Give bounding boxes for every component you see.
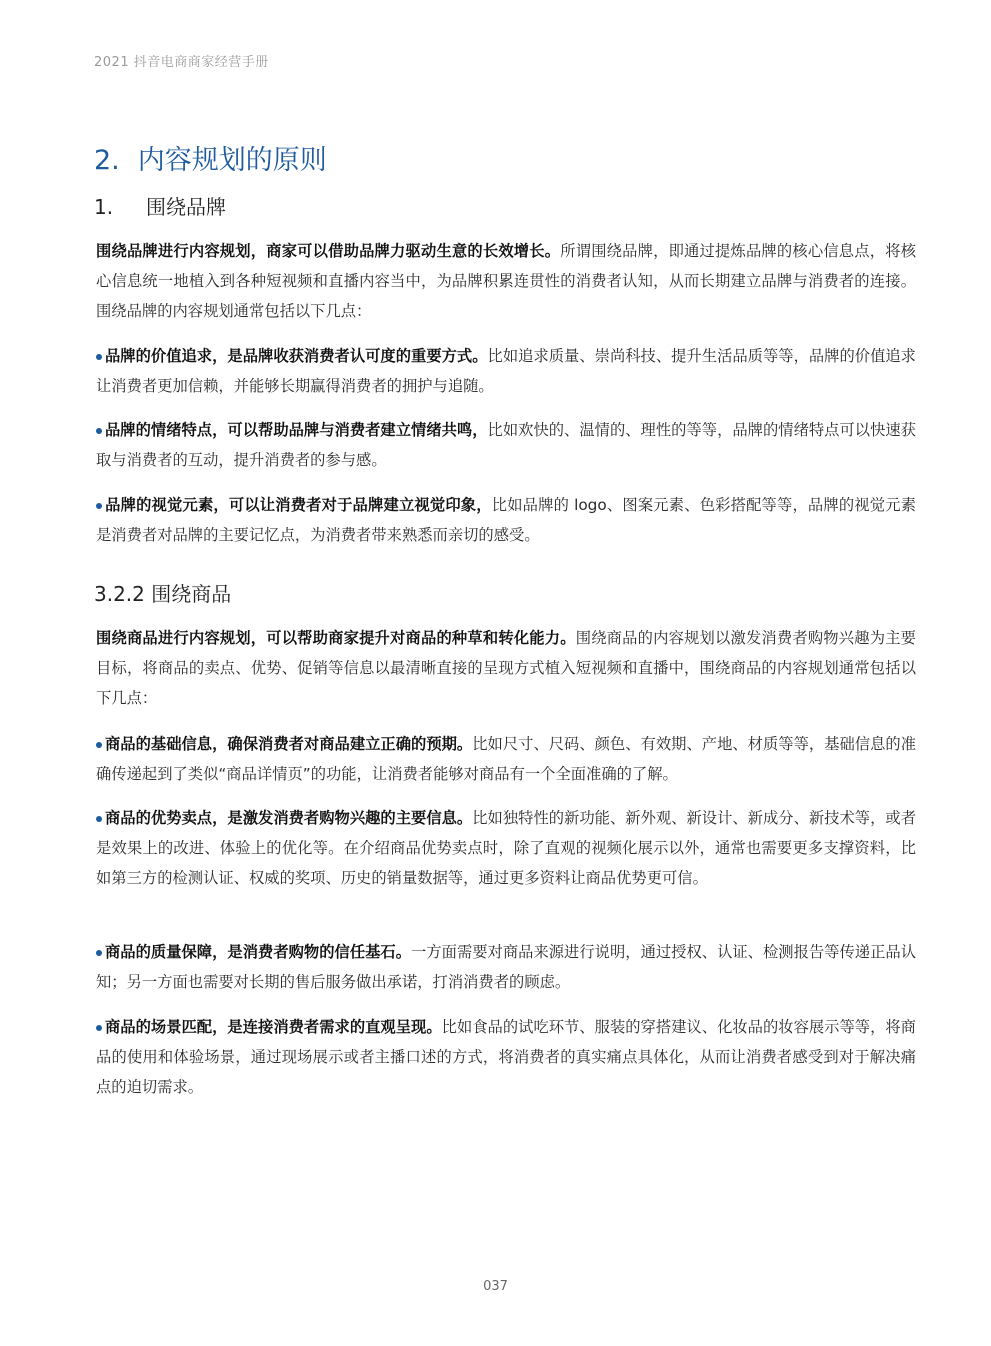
product-intro-paragraph — [96, 623, 916, 713]
brand-bullet-item — [96, 341, 916, 401]
bullet-icon — [96, 428, 102, 434]
paragraph-text: 比如追求质量、崇尚科技、提升生活品质等等，品牌的价值追求让消费者更加信赖，并能够长期赢得消费者的拥护与追随。 — [96, 347, 916, 395]
bold-lead: 商品的优势卖点，是激发消费者购物兴趣的主要信息。 — [105, 809, 473, 827]
brand-bullet-item — [96, 415, 916, 475]
subsection-heading-brand — [94, 191, 226, 220]
subsection-number: 1. — [94, 195, 114, 219]
paragraph-text: 比如欢快的、温情的、理性的等等，品牌的情绪特点可以快速获取与消费者的互动，提升消费者的参与感。 — [96, 421, 916, 469]
bullet-icon — [96, 1025, 102, 1031]
section-number: 2. — [94, 145, 120, 176]
page-number: 037 — [483, 1279, 508, 1294]
bold-lead: 商品的基础信息，确保消费者对商品建立正确的预期。 — [105, 735, 473, 753]
bold-lead: 围绕品牌进行内容规划，商家可以借助品牌力驱动生意的长效增长。 — [96, 242, 561, 260]
bullet-icon — [96, 503, 102, 509]
bold-lead: 商品的质量保障，是消费者购物的信任基石。 — [105, 943, 412, 961]
bullet-icon — [96, 742, 102, 748]
section-title: 内容规划的原则 — [137, 145, 327, 176]
document-header: 2021 抖音电商商家经营手册 — [94, 55, 269, 70]
paragraph-text: 围绕商品的内容规划以激发消费者购物兴趣为主要目标，将商品的卖点、优势、促销等信息以最清晰直接的呈现方式植入短视频和直播中，围绕商品的内容规划通常包括以下几点： — [96, 629, 916, 707]
product-bullet-item — [96, 1012, 916, 1102]
paragraph-text: 比如尺寸、尺码、颜色、有效期、产地、材质等等，基础信息的准确传递起到了类似“商品详情页”的功能，让消费者能够对商品有一个全面准确的了解。 — [96, 735, 916, 783]
subsection-heading-product: 3.2.2 围绕商品 — [94, 582, 232, 606]
bold-lead: 品牌的视觉元素，可以让消费者对于品牌建立视觉印象， — [105, 496, 492, 514]
brand-bullet-item — [96, 490, 916, 550]
brand-intro-paragraph — [96, 236, 916, 326]
subsection-title: 围绕品牌 — [146, 195, 226, 219]
bold-lead: 品牌的情绪特点，可以帮助品牌与消费者建立情绪共鸣， — [105, 421, 488, 439]
product-bullet-item — [96, 729, 916, 789]
product-bullet-item — [96, 803, 916, 893]
bullet-icon — [96, 816, 102, 822]
product-bullet-item — [96, 937, 916, 997]
paragraph-text: 比如品牌的 logo、图案元素、色彩搭配等等，品牌的视觉元素是消费者对品牌的主要记忆点，为消费者带来熟悉而亲切的感受。 — [96, 496, 916, 544]
paragraph-text: 比如独特性的新功能、新外观、新设计、新成分、新技术等，或者是效果上的改进、体验上的优化等。在介绍商品优势卖点时，除了直观的视频化展示以外，通常也需要更多支撑资料，比如第三方的检测认证、权威的奖项、历史的销量数据等，通过更多资料让商品优势更可信。 — [96, 809, 916, 887]
section-heading — [94, 138, 327, 177]
bullet-icon — [96, 950, 102, 956]
paragraph-text: 比如食品的试吃环节、服装的穿搭建议、化妆品的妆容展示等等，将商品的使用和体验场景，通过现场展示或者主播口述的方式，将消费者的真实痛点具体化，从而让消费者感受到对于解决痛点的迫切需求。 — [96, 1018, 916, 1096]
bold-lead: 品牌的价值追求，是品牌收获消费者认可度的重要方式。 — [105, 347, 488, 365]
paragraph-text: 一方面需要对商品来源进行说明，通过授权、认证、检测报告等传递正品认知；另一方面也需要对长期的售后服务做出承诺，打消消费者的顾虑。 — [96, 943, 916, 991]
paragraph-text: 所谓围绕品牌，即通过提炼品牌的核心信息点，将核心信息统一地植入到各种短视频和直播内容当中，为品牌积累连贯性的消费者认知，从而长期建立品牌与消费者的连接。围绕品牌的内容规划通常包括以下几点： — [96, 242, 916, 320]
bold-lead: 围绕商品进行内容规划，可以帮助商家提升对商品的种草和转化能力。 — [96, 629, 576, 647]
bullet-icon — [96, 354, 102, 360]
bold-lead: 商品的场景匹配，是连接消费者需求的直观呈现。 — [105, 1018, 442, 1036]
